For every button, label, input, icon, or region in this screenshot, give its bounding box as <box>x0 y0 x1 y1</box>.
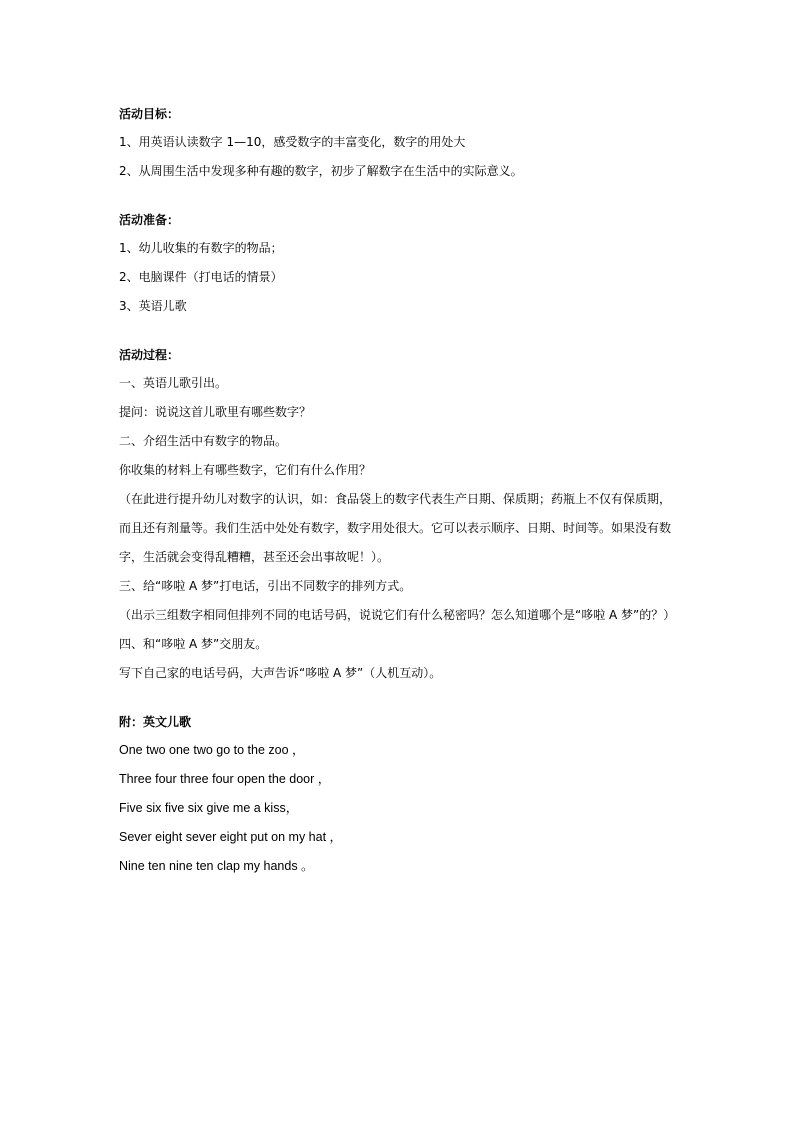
song-line-4: Sever eight sever eight put on my hat ， <box>119 830 343 844</box>
document-body <box>119 99 679 881</box>
process-line-9: （出示三组数字相同但排列不同的电话号码，说说它们有什么秘密吗？怎么知道哪个是“哆啦 A 梦”的？） <box>119 608 676 622</box>
prep-heading: 活动准备： <box>119 212 180 227</box>
process-line-10: 四、和“哆啦 A 梦”交朋友。 <box>119 637 268 651</box>
song-line-1: One two one two go to the zoo ， <box>119 743 305 757</box>
section-gap <box>119 321 679 340</box>
process-line-6: 而且还有剂量等。我们生活中处处有数字，数字用处很大。它可以表示顺序、日期、时间等。如果没有数 <box>119 521 672 535</box>
process-line-2: 提问：说说这首儿歌里有哪些数字？ <box>119 405 312 419</box>
song-line-5: Nine ten nine ten clap my hands 。 <box>119 859 314 873</box>
song-line-3: Five six five six give me a kiss， <box>119 801 299 815</box>
section-gap <box>119 186 679 205</box>
process-line-7: 字，生活就会变得乱糟糟，甚至还会出事故呢！）。 <box>119 550 390 564</box>
process-line-4: 你收集的材料上有哪些数字，它们有什么作用？ <box>119 463 372 477</box>
process-line-8: 三、给“哆啦 A 梦”打电话，引出不同数字的排列方式。 <box>119 579 412 593</box>
process-line-5: （在此进行提升幼儿对数字的认识，如：食品袋上的数字代表生产日期、保质期；药瓶上不仅有保质期， <box>119 492 672 506</box>
prep-item-1: 1、幼儿收集的有数字的物品； <box>119 241 283 255</box>
section-gap <box>119 688 679 707</box>
goals-item-1: 1、用英语认读数字 1—10，感受数字的丰富变化，数字的用处大 <box>119 135 466 149</box>
process-heading: 活动过程： <box>119 347 180 362</box>
process-line-3: 二、介绍生活中有数字的物品。 <box>119 434 288 448</box>
song-line-2: Three four three four open the door ， <box>119 772 331 786</box>
goals-heading: 活动目标： <box>119 106 180 121</box>
goals-item-2: 2、从周围生活中发现多种有趣的数字，初步了解数字在生活中的实际意义。 <box>119 164 523 178</box>
prep-item-3: 3、英语儿歌 <box>119 299 187 313</box>
appendix-heading: 附：英文儿歌 <box>119 714 192 729</box>
prep-item-2: 2、电脑课件（打电话的情景） <box>119 270 283 284</box>
process-line-11: 写下自己家的电话号码，大声告诉“哆啦 A 梦”（人机互动）。 <box>119 666 442 680</box>
process-line-1: 一、英语儿歌引出。 <box>119 376 228 390</box>
